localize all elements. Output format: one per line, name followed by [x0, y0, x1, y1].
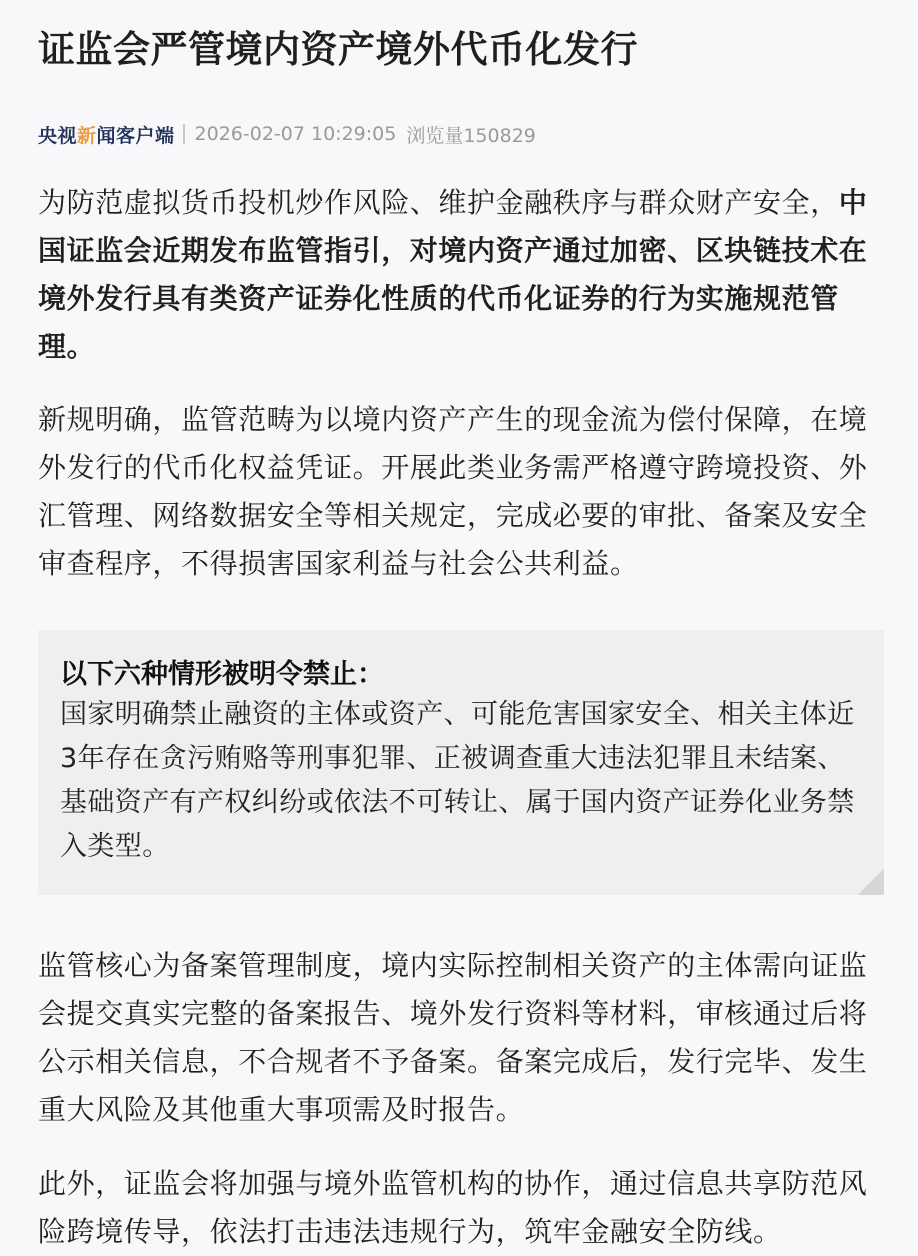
source-label[interactable]	[38, 121, 175, 148]
source-label-part-1: 央视	[38, 124, 78, 147]
prohibited-cases-body: 国家明确禁止融资的主体或资产、可能危害国家安全、相关主体近3年存在贪污贿赂等刑事犯罪、正被调查重大违法犯罪且未结案、基础资产有产权纠纷或依法不可转让、属于国内资产证券化业务禁入类型。	[60, 699, 855, 862]
view-count: 浏览量150829	[406, 124, 536, 147]
article-paragraph-1	[38, 179, 880, 371]
article-paragraph-2: 新规明确，监管范畴为以境内资产产生的现金流为偿付保障，在境外发行的代币化权益凭证。开展此类业务需严格遵守跨境投资、外汇管理、网络数据安全等相关规定，完成必要的审批、备案及安全审查程序，不得损害国家利益与社会公共利益。	[38, 403, 868, 580]
folded-corner-icon	[858, 869, 884, 895]
article-title: 证监会严管境内资产境外代币化发行	[38, 28, 638, 71]
article-meta	[38, 120, 880, 148]
source-label-part-2: 新	[77, 124, 97, 147]
paragraph-1-lead: 为防范虚拟货币投机炒作风险、维护金融秩序与群众财产安全，	[38, 186, 839, 219]
prohibited-cases-heading: 以下六种情形被明令禁止：	[60, 659, 384, 690]
source-label-part-3: 闻客户端	[96, 124, 175, 147]
article-paragraph-3: 监管核心为备案管理制度，境内实际控制相关资产的主体需向证监会提交真实完整的备案报告、境外发行资料等材料，审核通过后将公示相关信息，不合规者不予备案。备案完成后，发行完毕、发生重大风险及其他重大事项需及时报告。	[38, 949, 868, 1126]
meta-divider	[183, 124, 185, 144]
prohibited-cases-box	[38, 630, 884, 895]
publish-time: 2026-02-07 10:29:05	[194, 123, 397, 145]
paragraph-1-highlight: 中国证监会近期发布监管指引，对境内资产通过加密、区块链技术在境外发行具有类资产证券化性质的代币化证券的行为实施规范管理。	[38, 186, 868, 363]
article-paragraph-4: 此外，证监会将加强与境外监管机构的协作，通过信息共享防范风险跨境传导，依法打击违法违规行为，筑牢金融安全防线。	[38, 1167, 868, 1248]
